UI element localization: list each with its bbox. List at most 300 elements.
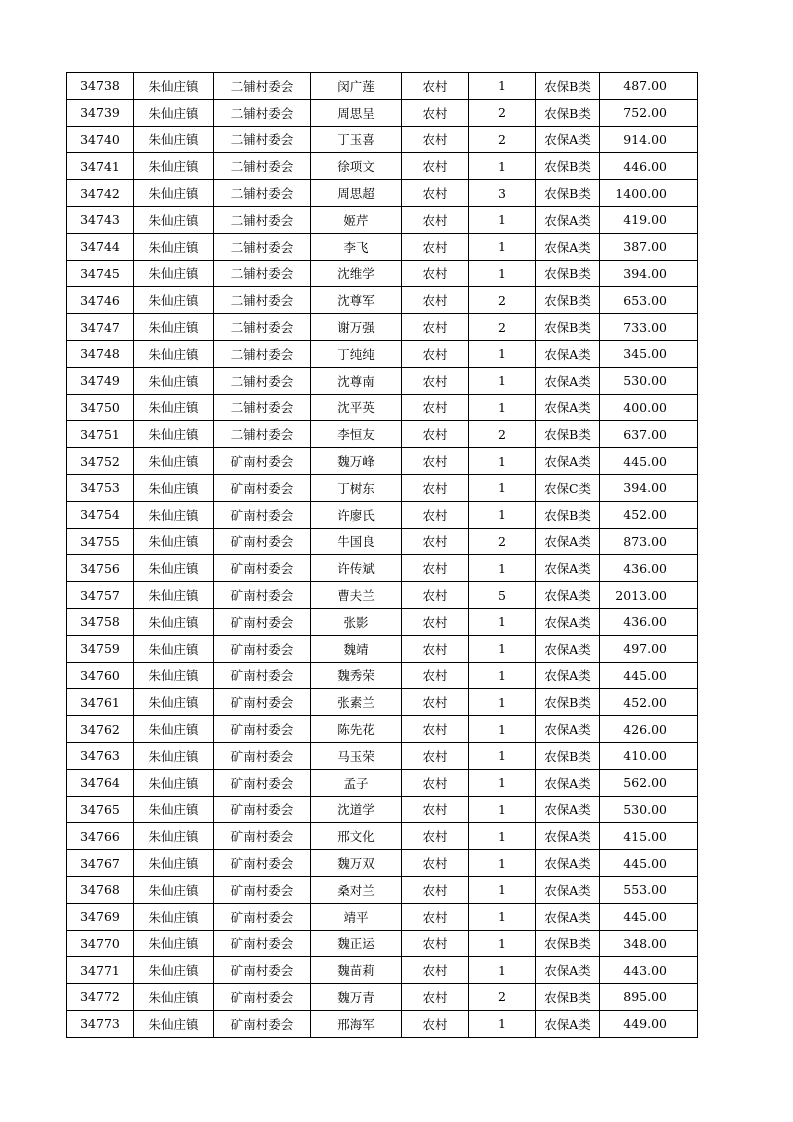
town-cell: 朱仙庄镇 — [134, 876, 214, 903]
town-cell: 朱仙庄镇 — [134, 716, 214, 743]
town-cell: 朱仙庄镇 — [134, 742, 214, 769]
town-cell: 朱仙庄镇 — [134, 99, 214, 126]
household-size-cell: 1 — [469, 1010, 536, 1037]
household-size-cell: 1 — [469, 501, 536, 528]
area-type-cell: 农村 — [402, 850, 469, 877]
person-name-cell: 丁玉喜 — [311, 126, 402, 153]
insurance-category-cell: 农保A类 — [536, 394, 600, 421]
amount-cell: 436.00 — [600, 608, 698, 635]
amount-cell: 400.00 — [600, 394, 698, 421]
insurance-category-cell: 农保A类 — [536, 126, 600, 153]
household-size-cell: 2 — [469, 984, 536, 1011]
record-id-cell: 34770 — [67, 930, 134, 957]
household-size-cell: 1 — [469, 153, 536, 180]
person-name-cell: 魏秀荣 — [311, 662, 402, 689]
person-name-cell: 桑对兰 — [311, 876, 402, 903]
area-type-cell: 农村 — [402, 421, 469, 448]
amount-cell: 733.00 — [600, 314, 698, 341]
table-row — [67, 206, 698, 233]
household-size-cell: 1 — [469, 742, 536, 769]
amount-cell: 1400.00 — [600, 180, 698, 207]
household-size-cell: 1 — [469, 876, 536, 903]
village-committee-cell: 二铺村委会 — [214, 180, 311, 207]
insurance-category-cell: 农保A类 — [536, 769, 600, 796]
person-name-cell: 马玉荣 — [311, 742, 402, 769]
person-name-cell: 丁纯纯 — [311, 340, 402, 367]
village-committee-cell: 矿南村委会 — [214, 850, 311, 877]
table-row — [67, 528, 698, 555]
village-committee-cell: 二铺村委会 — [214, 73, 311, 100]
record-id-cell: 34750 — [67, 394, 134, 421]
village-committee-cell: 矿南村委会 — [214, 689, 311, 716]
village-committee-cell: 二铺村委会 — [214, 340, 311, 367]
table-row — [67, 474, 698, 501]
village-committee-cell: 矿南村委会 — [214, 635, 311, 662]
table-row — [67, 930, 698, 957]
area-type-cell: 农村 — [402, 73, 469, 100]
area-type-cell: 农村 — [402, 823, 469, 850]
person-name-cell: 魏万青 — [311, 984, 402, 1011]
town-cell: 朱仙庄镇 — [134, 340, 214, 367]
town-cell: 朱仙庄镇 — [134, 984, 214, 1011]
town-cell: 朱仙庄镇 — [134, 796, 214, 823]
village-committee-cell: 矿南村委会 — [214, 957, 311, 984]
insurance-category-cell: 农保A类 — [536, 850, 600, 877]
town-cell: 朱仙庄镇 — [134, 367, 214, 394]
person-name-cell: 张影 — [311, 608, 402, 635]
insurance-category-cell: 农保A类 — [536, 582, 600, 609]
town-cell: 朱仙庄镇 — [134, 608, 214, 635]
household-size-cell: 1 — [469, 555, 536, 582]
area-type-cell: 农村 — [402, 260, 469, 287]
person-name-cell: 丁树东 — [311, 474, 402, 501]
record-id-cell: 34769 — [67, 903, 134, 930]
village-committee-cell: 二铺村委会 — [214, 99, 311, 126]
town-cell: 朱仙庄镇 — [134, 260, 214, 287]
record-id-cell: 34771 — [67, 957, 134, 984]
table-row — [67, 73, 698, 100]
person-name-cell: 邢文化 — [311, 823, 402, 850]
area-type-cell: 农村 — [402, 126, 469, 153]
amount-cell: 426.00 — [600, 716, 698, 743]
household-size-cell: 1 — [469, 260, 536, 287]
area-type-cell: 农村 — [402, 635, 469, 662]
amount-cell: 487.00 — [600, 73, 698, 100]
area-type-cell: 农村 — [402, 233, 469, 260]
town-cell: 朱仙庄镇 — [134, 314, 214, 341]
insurance-category-cell: 农保A类 — [536, 957, 600, 984]
table-row — [67, 287, 698, 314]
amount-cell: 415.00 — [600, 823, 698, 850]
household-size-cell: 1 — [469, 850, 536, 877]
record-id-cell: 34754 — [67, 501, 134, 528]
amount-cell: 410.00 — [600, 742, 698, 769]
record-id-cell: 34758 — [67, 608, 134, 635]
area-type-cell: 农村 — [402, 340, 469, 367]
table-row — [67, 180, 698, 207]
person-name-cell: 邢海军 — [311, 1010, 402, 1037]
amount-cell: 387.00 — [600, 233, 698, 260]
record-id-cell: 34760 — [67, 662, 134, 689]
table-row — [67, 555, 698, 582]
insurance-category-cell: 农保B类 — [536, 180, 600, 207]
table-row — [67, 635, 698, 662]
amount-cell: 653.00 — [600, 287, 698, 314]
town-cell: 朱仙庄镇 — [134, 153, 214, 180]
table-row — [67, 340, 698, 367]
person-name-cell: 李飞 — [311, 233, 402, 260]
household-size-cell: 5 — [469, 582, 536, 609]
table-row — [67, 823, 698, 850]
amount-cell: 419.00 — [600, 206, 698, 233]
record-id-cell: 34759 — [67, 635, 134, 662]
amount-cell: 345.00 — [600, 340, 698, 367]
village-committee-cell: 矿南村委会 — [214, 501, 311, 528]
village-committee-cell: 矿南村委会 — [214, 984, 311, 1011]
person-name-cell: 沈尊军 — [311, 287, 402, 314]
person-name-cell: 魏靖 — [311, 635, 402, 662]
amount-cell: 752.00 — [600, 99, 698, 126]
insurance-category-cell: 农保B类 — [536, 287, 600, 314]
area-type-cell: 农村 — [402, 448, 469, 475]
table-row — [67, 501, 698, 528]
person-name-cell: 沈尊南 — [311, 367, 402, 394]
record-id-cell: 34752 — [67, 448, 134, 475]
area-type-cell: 农村 — [402, 394, 469, 421]
amount-cell: 446.00 — [600, 153, 698, 180]
table-row — [67, 394, 698, 421]
village-committee-cell: 二铺村委会 — [214, 206, 311, 233]
insurance-category-cell: 农保B类 — [536, 153, 600, 180]
table-row — [67, 126, 698, 153]
table-row — [67, 99, 698, 126]
town-cell: 朱仙庄镇 — [134, 206, 214, 233]
record-id-cell: 34742 — [67, 180, 134, 207]
record-id-cell: 34772 — [67, 984, 134, 1011]
village-committee-cell: 矿南村委会 — [214, 769, 311, 796]
record-id-cell: 34753 — [67, 474, 134, 501]
person-name-cell: 周思超 — [311, 180, 402, 207]
area-type-cell: 农村 — [402, 582, 469, 609]
insurance-category-cell: 农保A类 — [536, 1010, 600, 1037]
amount-cell: 445.00 — [600, 850, 698, 877]
area-type-cell: 农村 — [402, 206, 469, 233]
records-table — [66, 72, 698, 1038]
person-name-cell: 徐项文 — [311, 153, 402, 180]
area-type-cell: 农村 — [402, 796, 469, 823]
person-name-cell: 沈平英 — [311, 394, 402, 421]
table-row — [67, 769, 698, 796]
area-type-cell: 农村 — [402, 984, 469, 1011]
person-name-cell: 魏正运 — [311, 930, 402, 957]
insurance-category-cell: 农保B类 — [536, 73, 600, 100]
record-id-cell: 34748 — [67, 340, 134, 367]
household-size-cell: 1 — [469, 367, 536, 394]
town-cell: 朱仙庄镇 — [134, 957, 214, 984]
amount-cell: 436.00 — [600, 555, 698, 582]
village-committee-cell: 二铺村委会 — [214, 233, 311, 260]
town-cell: 朱仙庄镇 — [134, 903, 214, 930]
record-id-cell: 34762 — [67, 716, 134, 743]
amount-cell: 452.00 — [600, 689, 698, 716]
insurance-category-cell: 农保A类 — [536, 206, 600, 233]
record-id-cell: 34767 — [67, 850, 134, 877]
town-cell: 朱仙庄镇 — [134, 555, 214, 582]
area-type-cell: 农村 — [402, 608, 469, 635]
area-type-cell: 农村 — [402, 314, 469, 341]
village-committee-cell: 矿南村委会 — [214, 582, 311, 609]
person-name-cell: 曹夫兰 — [311, 582, 402, 609]
village-committee-cell: 矿南村委会 — [214, 742, 311, 769]
village-committee-cell: 二铺村委会 — [214, 367, 311, 394]
village-committee-cell: 矿南村委会 — [214, 528, 311, 555]
village-committee-cell: 二铺村委会 — [214, 421, 311, 448]
insurance-category-cell: 农保A类 — [536, 716, 600, 743]
town-cell: 朱仙庄镇 — [134, 850, 214, 877]
table-row — [67, 367, 698, 394]
household-size-cell: 1 — [469, 635, 536, 662]
person-name-cell: 闵广莲 — [311, 73, 402, 100]
area-type-cell: 农村 — [402, 287, 469, 314]
village-committee-cell: 二铺村委会 — [214, 126, 311, 153]
record-id-cell: 34738 — [67, 73, 134, 100]
table-row — [67, 448, 698, 475]
amount-cell: 445.00 — [600, 448, 698, 475]
person-name-cell: 李恒友 — [311, 421, 402, 448]
area-type-cell: 农村 — [402, 180, 469, 207]
record-id-cell: 34756 — [67, 555, 134, 582]
household-size-cell: 1 — [469, 73, 536, 100]
table-row — [67, 957, 698, 984]
town-cell: 朱仙庄镇 — [134, 180, 214, 207]
town-cell: 朱仙庄镇 — [134, 769, 214, 796]
table-row — [67, 662, 698, 689]
person-name-cell: 沈道学 — [311, 796, 402, 823]
insurance-category-cell: 农保A类 — [536, 662, 600, 689]
amount-cell: 895.00 — [600, 984, 698, 1011]
amount-cell: 530.00 — [600, 796, 698, 823]
amount-cell: 394.00 — [600, 474, 698, 501]
town-cell: 朱仙庄镇 — [134, 448, 214, 475]
area-type-cell: 农村 — [402, 716, 469, 743]
area-type-cell: 农村 — [402, 689, 469, 716]
person-name-cell: 周思呈 — [311, 99, 402, 126]
household-size-cell: 1 — [469, 662, 536, 689]
table-row — [67, 689, 698, 716]
area-type-cell: 农村 — [402, 930, 469, 957]
village-committee-cell: 矿南村委会 — [214, 796, 311, 823]
household-size-cell: 1 — [469, 474, 536, 501]
record-id-cell: 34747 — [67, 314, 134, 341]
amount-cell: 443.00 — [600, 957, 698, 984]
insurance-category-cell: 农保A类 — [536, 233, 600, 260]
area-type-cell: 农村 — [402, 367, 469, 394]
table-row — [67, 716, 698, 743]
area-type-cell: 农村 — [402, 501, 469, 528]
table-row — [67, 984, 698, 1011]
area-type-cell: 农村 — [402, 474, 469, 501]
amount-cell: 394.00 — [600, 260, 698, 287]
table-row — [67, 582, 698, 609]
table-row — [67, 314, 698, 341]
village-committee-cell: 矿南村委会 — [214, 555, 311, 582]
village-committee-cell: 矿南村委会 — [214, 876, 311, 903]
town-cell: 朱仙庄镇 — [134, 73, 214, 100]
town-cell: 朱仙庄镇 — [134, 233, 214, 260]
insurance-category-cell: 农保A类 — [536, 876, 600, 903]
table-row — [67, 742, 698, 769]
insurance-category-cell: 农保B类 — [536, 984, 600, 1011]
amount-cell: 2013.00 — [600, 582, 698, 609]
town-cell: 朱仙庄镇 — [134, 394, 214, 421]
table-row — [67, 421, 698, 448]
insurance-category-cell: 农保B类 — [536, 260, 600, 287]
town-cell: 朱仙庄镇 — [134, 421, 214, 448]
insurance-category-cell: 农保B类 — [536, 99, 600, 126]
village-committee-cell: 二铺村委会 — [214, 260, 311, 287]
town-cell: 朱仙庄镇 — [134, 528, 214, 555]
insurance-category-cell: 农保B类 — [536, 501, 600, 528]
amount-cell: 562.00 — [600, 769, 698, 796]
record-id-cell: 34744 — [67, 233, 134, 260]
household-size-cell: 1 — [469, 394, 536, 421]
insurance-category-cell: 农保A类 — [536, 448, 600, 475]
village-committee-cell: 矿南村委会 — [214, 823, 311, 850]
village-committee-cell: 矿南村委会 — [214, 716, 311, 743]
village-committee-cell: 矿南村委会 — [214, 930, 311, 957]
household-size-cell: 1 — [469, 233, 536, 260]
village-committee-cell: 二铺村委会 — [214, 153, 311, 180]
table-row — [67, 903, 698, 930]
record-id-cell: 34768 — [67, 876, 134, 903]
household-size-cell: 1 — [469, 957, 536, 984]
town-cell: 朱仙庄镇 — [134, 582, 214, 609]
insurance-category-cell: 农保A类 — [536, 528, 600, 555]
amount-cell: 553.00 — [600, 876, 698, 903]
record-id-cell: 34749 — [67, 367, 134, 394]
person-name-cell: 魏万峰 — [311, 448, 402, 475]
amount-cell: 873.00 — [600, 528, 698, 555]
insurance-category-cell: 农保A类 — [536, 823, 600, 850]
person-name-cell: 张素兰 — [311, 689, 402, 716]
village-committee-cell: 矿南村委会 — [214, 1010, 311, 1037]
record-id-cell: 34766 — [67, 823, 134, 850]
household-size-cell: 1 — [469, 448, 536, 475]
town-cell: 朱仙庄镇 — [134, 501, 214, 528]
amount-cell: 914.00 — [600, 126, 698, 153]
household-size-cell: 1 — [469, 206, 536, 233]
household-size-cell: 1 — [469, 608, 536, 635]
area-type-cell: 农村 — [402, 769, 469, 796]
record-id-cell: 34755 — [67, 528, 134, 555]
area-type-cell: 农村 — [402, 876, 469, 903]
table-row — [67, 1010, 698, 1037]
person-name-cell: 陈先花 — [311, 716, 402, 743]
table-row — [67, 850, 698, 877]
area-type-cell: 农村 — [402, 555, 469, 582]
amount-cell: 445.00 — [600, 903, 698, 930]
area-type-cell: 农村 — [402, 99, 469, 126]
village-committee-cell: 矿南村委会 — [214, 662, 311, 689]
town-cell: 朱仙庄镇 — [134, 823, 214, 850]
insurance-category-cell: 农保C类 — [536, 474, 600, 501]
insurance-category-cell: 农保A类 — [536, 635, 600, 662]
table-row — [67, 796, 698, 823]
insurance-category-cell: 农保B类 — [536, 689, 600, 716]
village-committee-cell: 矿南村委会 — [214, 903, 311, 930]
village-committee-cell: 矿南村委会 — [214, 448, 311, 475]
table-row — [67, 608, 698, 635]
village-committee-cell: 二铺村委会 — [214, 287, 311, 314]
record-id-cell: 34740 — [67, 126, 134, 153]
amount-cell: 497.00 — [600, 635, 698, 662]
area-type-cell: 农村 — [402, 1010, 469, 1037]
person-name-cell: 沈维学 — [311, 260, 402, 287]
village-committee-cell: 二铺村委会 — [214, 394, 311, 421]
record-id-cell: 34763 — [67, 742, 134, 769]
insurance-category-cell: 农保B类 — [536, 421, 600, 448]
person-name-cell: 孟子 — [311, 769, 402, 796]
amount-cell: 449.00 — [600, 1010, 698, 1037]
record-id-cell: 34757 — [67, 582, 134, 609]
record-id-cell: 34739 — [67, 99, 134, 126]
insurance-category-cell: 农保B类 — [536, 314, 600, 341]
amount-cell: 637.00 — [600, 421, 698, 448]
amount-cell: 452.00 — [600, 501, 698, 528]
record-id-cell: 34761 — [67, 689, 134, 716]
household-size-cell: 2 — [469, 287, 536, 314]
table-row — [67, 233, 698, 260]
person-name-cell: 魏苗莉 — [311, 957, 402, 984]
town-cell: 朱仙庄镇 — [134, 635, 214, 662]
town-cell: 朱仙庄镇 — [134, 930, 214, 957]
insurance-category-cell: 农保A类 — [536, 796, 600, 823]
insurance-category-cell: 农保A类 — [536, 608, 600, 635]
table-row — [67, 260, 698, 287]
record-id-cell: 34765 — [67, 796, 134, 823]
record-id-cell: 34743 — [67, 206, 134, 233]
area-type-cell: 农村 — [402, 528, 469, 555]
insurance-category-cell: 农保A类 — [536, 340, 600, 367]
record-id-cell: 34745 — [67, 260, 134, 287]
household-size-cell: 2 — [469, 528, 536, 555]
town-cell: 朱仙庄镇 — [134, 287, 214, 314]
record-id-cell: 34751 — [67, 421, 134, 448]
amount-cell: 530.00 — [600, 367, 698, 394]
household-size-cell: 1 — [469, 716, 536, 743]
person-name-cell: 谢万强 — [311, 314, 402, 341]
household-size-cell: 1 — [469, 823, 536, 850]
household-size-cell: 1 — [469, 930, 536, 957]
insurance-category-cell: 农保A类 — [536, 555, 600, 582]
insurance-category-cell: 农保A类 — [536, 367, 600, 394]
amount-cell: 348.00 — [600, 930, 698, 957]
person-name-cell: 许廖氏 — [311, 501, 402, 528]
area-type-cell: 农村 — [402, 903, 469, 930]
household-size-cell: 1 — [469, 689, 536, 716]
record-id-cell: 34764 — [67, 769, 134, 796]
town-cell: 朱仙庄镇 — [134, 662, 214, 689]
records-table-body — [67, 73, 698, 1038]
table-row — [67, 153, 698, 180]
person-name-cell: 靖平 — [311, 903, 402, 930]
village-committee-cell: 矿南村委会 — [214, 608, 311, 635]
person-name-cell: 姬芹 — [311, 206, 402, 233]
household-size-cell: 1 — [469, 796, 536, 823]
village-committee-cell: 矿南村委会 — [214, 474, 311, 501]
town-cell: 朱仙庄镇 — [134, 126, 214, 153]
record-id-cell: 34741 — [67, 153, 134, 180]
